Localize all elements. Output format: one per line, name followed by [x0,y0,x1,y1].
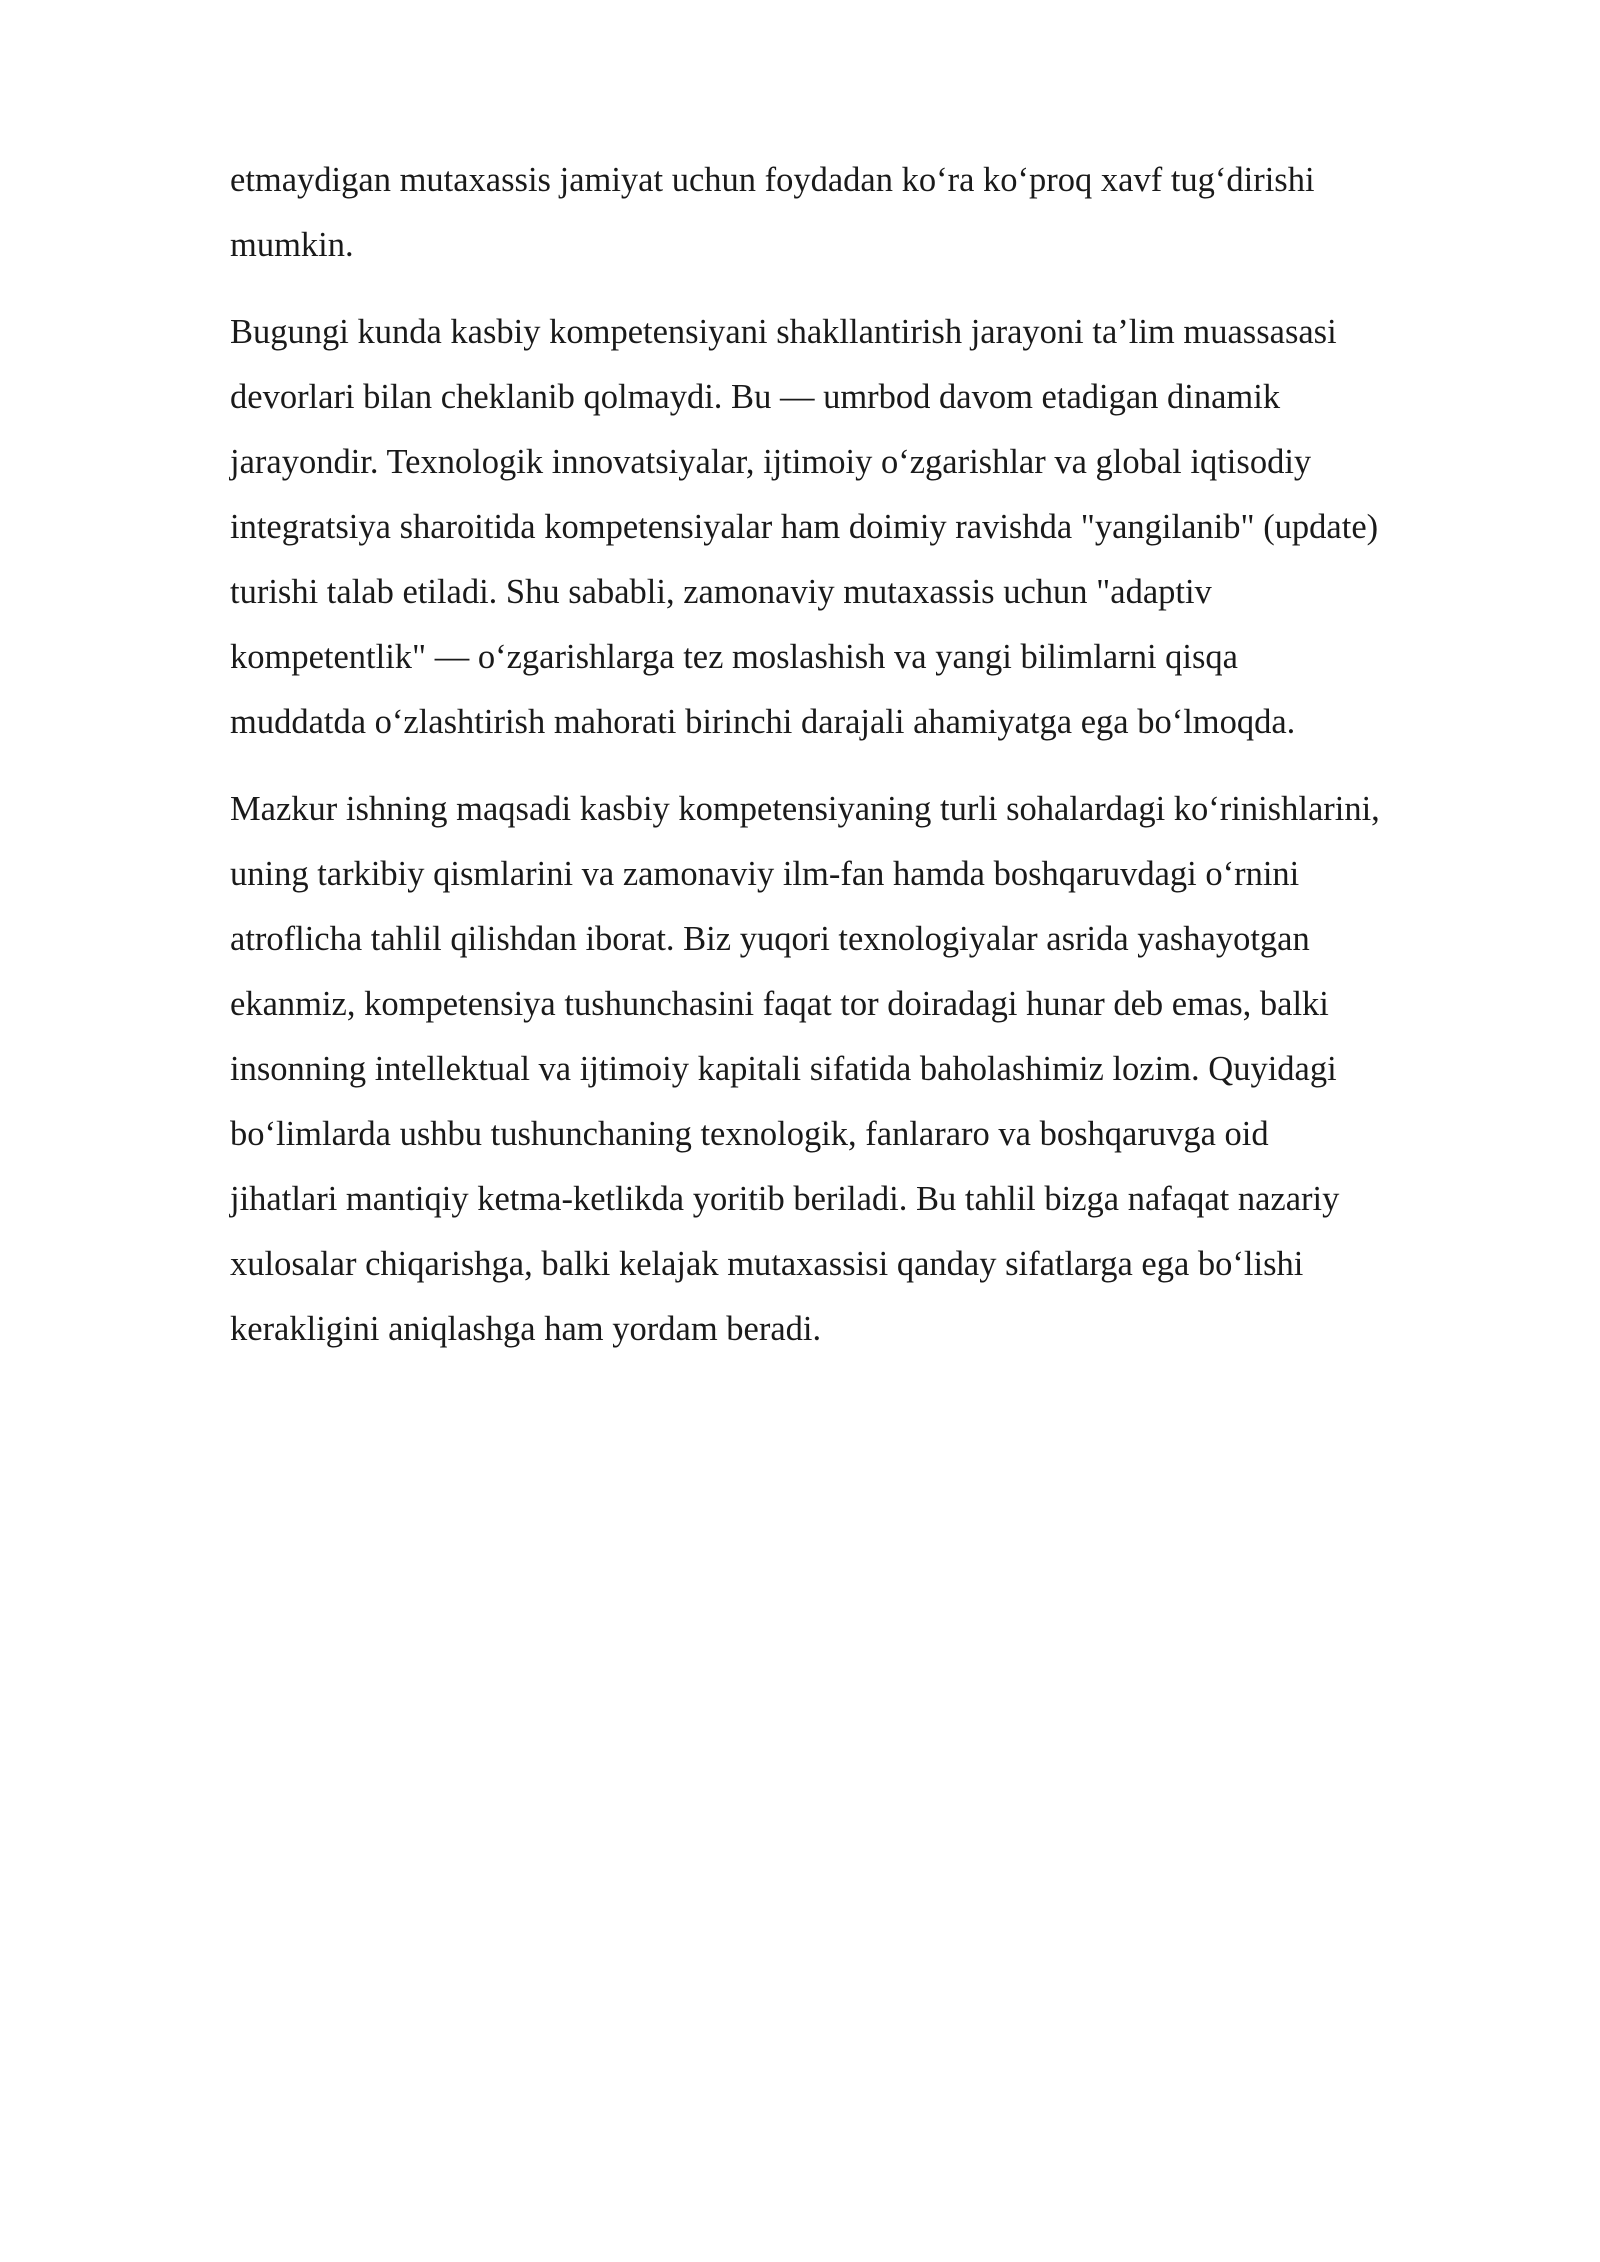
text-line: kompetentlik" — oʻzgarishlarga tez moslashish va yangi bilimlarni qisqa [230,638,1238,676]
paragraph-2 [230,300,1500,755]
text-line: xulosalar chiqarishga, balki kelajak mutaxassisi qanday sifatlarga ega boʻlishi [230,1245,1304,1283]
text-line: jarayondir. Texnologik innovatsiyalar, ijtimoiy oʻzgarishlar va global iqtisodiy [230,443,1312,481]
text-line: Mazkur ishning maqsadi kasbiy kompetensiyaning turli sohalardagi koʻrinishlarini, [230,790,1380,828]
document-body [230,148,1500,1384]
text-line: kerakligini aniqlashga ham yordam beradi. [230,1310,822,1348]
text-line: insonning intellektual va ijtimoiy kapitali sifatida baholashimiz lozim. Quyidagi [230,1050,1337,1088]
text-line: jihatlari mantiqiy ketma-ketlikda yoritib beriladi. Bu tahlil bizga nafaqat nazariy [230,1180,1340,1218]
text-line: mumkin. [230,226,354,264]
text-line: boʻlimlarda ushbu tushunchaning texnologik, fanlararo va boshqaruvga oid [230,1115,1269,1153]
text-line: devorlari bilan cheklanib qolmaydi. Bu — umrbod davom etadigan dinamik [230,378,1281,416]
text-line: ekanmiz, kompetensiya tushunchasini faqat tor doiradagi hunar deb emas, balki [230,985,1329,1023]
text-line: Bugungi kunda kasbiy kompetensiyani shakllantirish jarayoni ta’lim muassasasi [230,313,1337,351]
text-line: turishi talab etiladi. Shu sababli, zamonaviy mutaxassis uchun "adaptiv [230,573,1212,611]
text-line: muddatda oʻzlashtirish mahorati birinchi darajali ahamiyatga ega boʻlmoqda. [230,703,1296,741]
text-line: etmaydigan mutaxassis jamiyat uchun foydadan koʻra koʻproq xavf tugʻdirishi [230,161,1315,199]
paragraph-3 [230,777,1500,1362]
paragraph-1 [230,148,1500,278]
text-line: atroflicha tahlil qilishdan iborat. Biz yuqori texnologiyalar asrida yashayotgan [230,920,1310,958]
text-line: uning tarkibiy qismlarini va zamonaviy ilm-fan hamda boshqaruvdagi oʻrnini [230,855,1300,893]
text-line: integratsiya sharoitida kompetensiyalar ham doimiy ravishda "yangilanib" (update) [230,508,1379,546]
